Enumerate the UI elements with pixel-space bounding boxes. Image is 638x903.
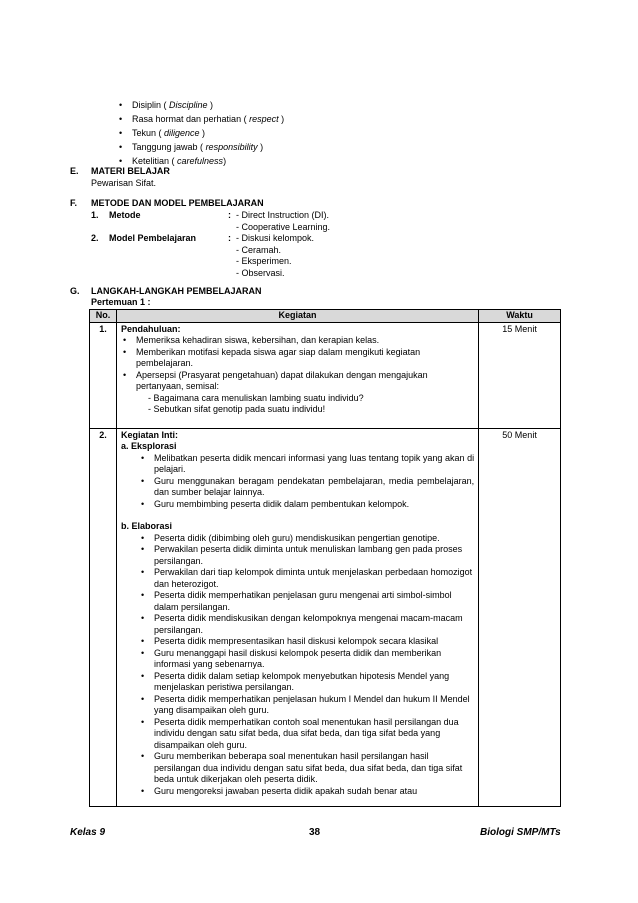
method-values (236, 210, 330, 233)
header-activity: Kegiatan (116, 310, 478, 323)
model-value: - Eksperimen. (236, 256, 292, 266)
list-item: • Perwakilan peserta didik diminta untuk menuliskan lambang gen pada proses persilangan. (139, 544, 474, 567)
section-g-letter: G. (70, 286, 80, 296)
method-label: Metode (109, 210, 141, 220)
list-item: • Ketelitian ( carefulness) (117, 154, 417, 168)
list-item: • Memberikan motifasi kepada siswa agar siap dalam mengikuti kegiatan pembelajaran. (121, 347, 474, 370)
section-f-letter: F. (70, 198, 78, 208)
section-e-body: Pewarisan Sifat. (91, 178, 157, 188)
list-item: • Peserta didik memperhatikan penjelasan guru mengenai arti simbol-simbol dalam persilangan. (139, 590, 474, 613)
subsection-title: a. Eksplorasi (120, 441, 177, 451)
method-value: - Direct Instruction (DI). (236, 210, 330, 220)
list-item: • Memeriksa kehadiran siswa, kebersihan, dan kerapian kelas. (121, 335, 474, 347)
list-item: • Perwakilan dari tiap kelompok diminta untuk menjelaskan perbedaan homozigot dan heterozigot. (139, 567, 474, 590)
page-number: 38 (309, 827, 321, 838)
list-item: • Peserta didik dalam setiap kelompok menyebutkan hipotesis Mendel yang menjelaskan peristiwa persilangan. (139, 671, 474, 694)
row-no: 2. (90, 428, 117, 806)
section-e-letter: E. (70, 166, 79, 176)
section-f-title: METODE DAN MODEL PEMBELAJARAN (91, 198, 264, 208)
list-item: • Guru memberikan beberapa soal menentukan hasil persilangan hasil persilangan dua individu dengan satu sifat beda, dua sifat beda, dan tiga sifat beda untuk dikerjakan oleh peserta didik. (139, 751, 474, 786)
header-time: Waktu (479, 310, 561, 323)
list-item: • Disiplin ( Discipline ) (117, 98, 417, 112)
list-item: • Guru menanggapi hasil diskusi kelompok peserta didik dan memberikan informasi yang sebenarnya. (139, 648, 474, 671)
list-item: • Guru mengoreksi jawaban peserta didik apakah sudah benar atau (139, 786, 474, 798)
model-num: 2. (91, 233, 99, 243)
table-row (90, 428, 561, 806)
table-header (90, 310, 561, 323)
meeting-label: Pertemuan 1 : (91, 297, 151, 307)
footer-class: Kelas 9 (70, 827, 106, 838)
row-activity (116, 428, 478, 806)
row-time: 15 Menit (479, 322, 561, 428)
list-item: • Guru menggunakan beragam pendekatan pembelajaran, media pembelajaran, dan sumber belajar lainnya. (139, 476, 474, 499)
method-num: 1. (91, 210, 99, 220)
list-item: • Guru membimbing peserta didik dalam pembentukan kelompok. (139, 499, 474, 511)
model-label: Model Pembelajaran (109, 233, 197, 243)
elaboration-bullets (121, 533, 474, 798)
header-no: No. (90, 310, 117, 323)
values-list (117, 98, 417, 168)
model-value: - Diskusi kelompok. (236, 233, 315, 243)
row-title: Kegiatan Inti: (120, 429, 178, 440)
row-no: 1. (90, 322, 117, 428)
list-item: • Tanggung jawab ( responsibility ) (117, 140, 417, 154)
list-item: • Melibatkan peserta didik mencari informasi yang luas tentang topik yang akan di pelajari. (139, 453, 474, 476)
model-value: - Ceramah. (236, 244, 282, 255)
list-item: • Peserta didik memperhatikan contoh soal menentukan hasil persilangan dua individu dengan satu sifat beda, dua sifat beda, dan tiga sifat beda yang disampaikan oleh guru. (139, 717, 474, 752)
list-item: • Rasa hormat dan perhatian ( respect ) (117, 112, 417, 126)
list-item: • Peserta didik mendiskusikan dengan kelompoknya mengenai macam-macam persilangan. (139, 613, 474, 636)
model-values (236, 233, 314, 279)
list-item: • Tekun ( diligence ) (117, 126, 417, 140)
table-row (90, 322, 561, 428)
row-title: Pendahuluan: (120, 323, 181, 334)
intro-bullets (121, 335, 474, 393)
subsection-title: b. Elaborasi (120, 521, 173, 531)
footer-subject: Biologi SMP/MTs (480, 827, 561, 838)
exploration-bullets (121, 453, 474, 511)
question-item: - Sebutkan sifat genotip pada suatu individu! (147, 404, 326, 414)
activity-table (89, 309, 561, 807)
row-time: 50 Menit (479, 428, 561, 806)
method-colon: : (228, 210, 231, 220)
model-value: - Observasi. (236, 267, 285, 278)
section-e-title: MATERI BELAJAR (91, 166, 170, 176)
list-item: • Peserta didik memperhatikan penjelasan hukum I Mendel dan hukum II Mendel yang disampaikan oleh guru. (139, 694, 474, 717)
list-item: • Peserta didik mempresentasikan hasil diskusi kelompok secara klasikal (139, 636, 474, 648)
list-item: • Peserta didik (dibimbing oleh guru) mendiskusikan pengertian genotipe. (139, 533, 474, 545)
row-activity (116, 322, 478, 428)
list-item: • Apersepsi (Prasyarat pengetahuan) dapat dilakukan dengan mengajukan pertanyaan, semisal: (121, 370, 474, 393)
question-item: - Bagaimana cara menuliskan lambing suatu individu? (147, 392, 364, 403)
section-g-title: LANGKAH-LANGKAH PEMBELAJARAN (91, 286, 262, 296)
model-colon: : (228, 233, 231, 243)
method-value: - Cooperative Learning. (236, 221, 331, 232)
